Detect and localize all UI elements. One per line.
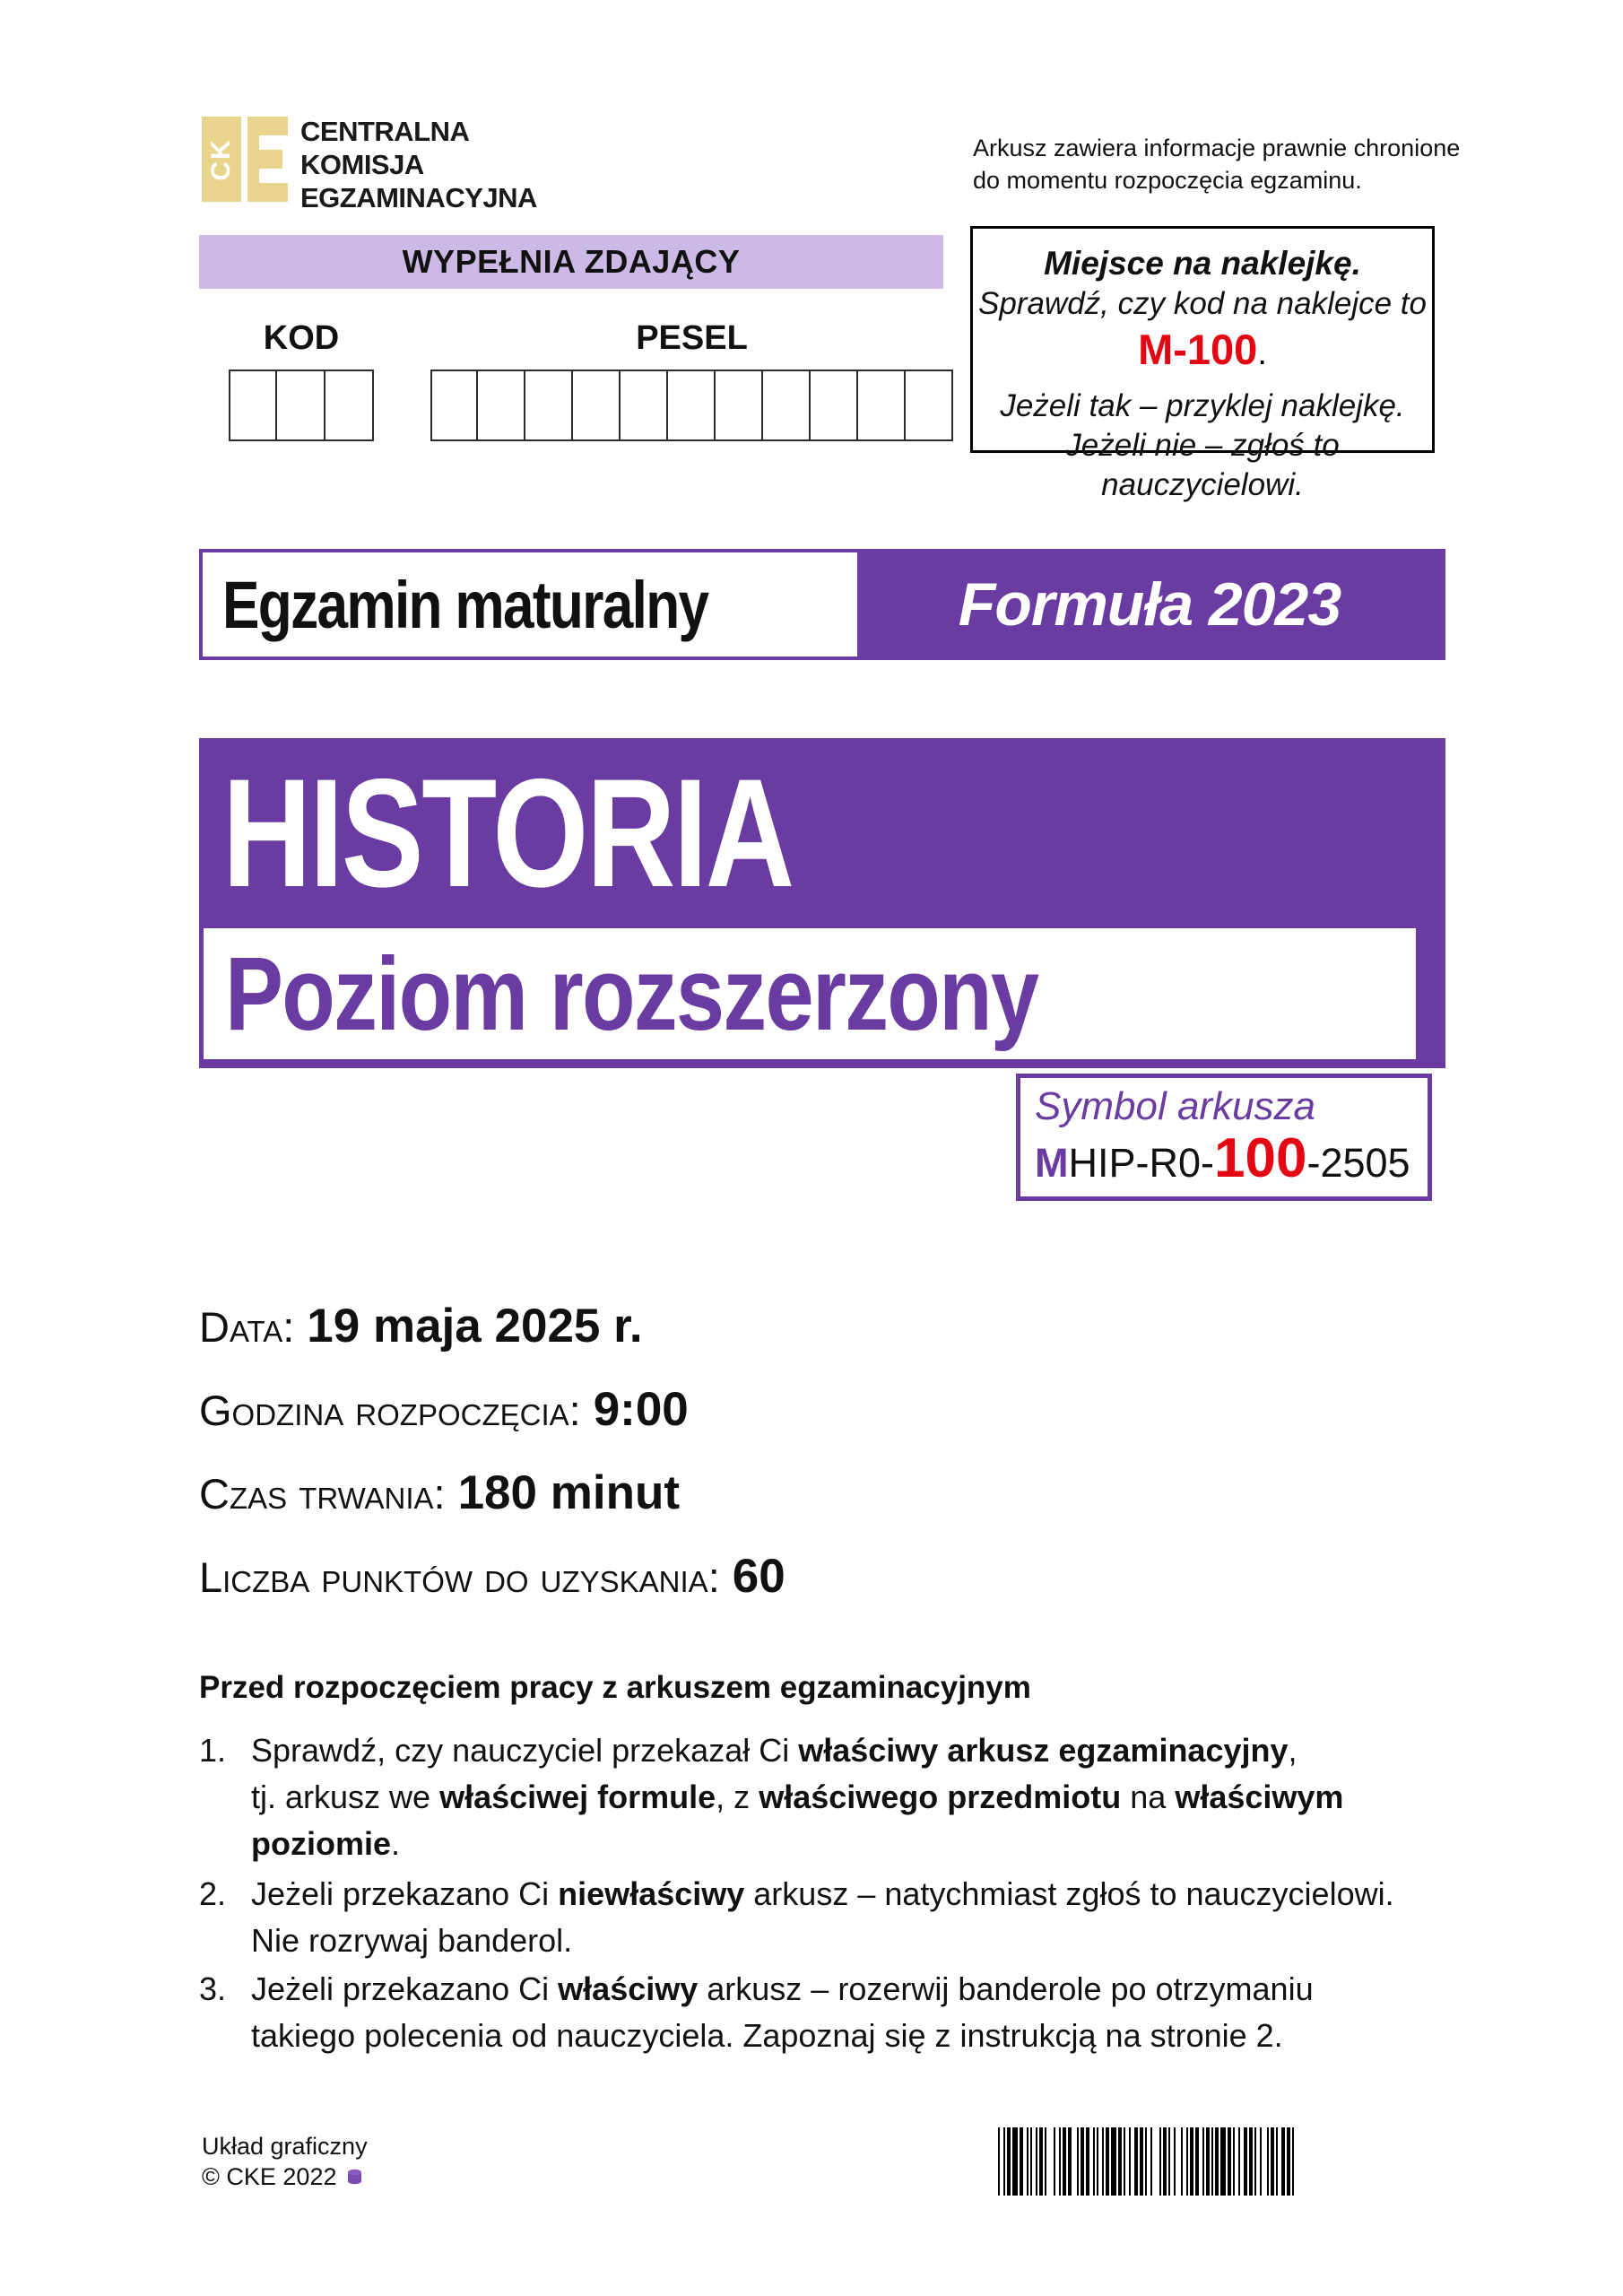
exam-banner-right [857,552,1442,657]
exam-level: Poziom rozszerzony [225,935,1038,1052]
exam-level-band [204,928,1416,1059]
sticker-line1: Sprawdź, czy kod na naklejce to [978,286,1427,321]
code-cell[interactable] [668,370,716,441]
info-value: 19 maja 2025 r. [307,1300,643,1352]
fill-section-title: WYPEŁNIA ZDAJĄCY [402,243,741,280]
sticker-code-line [973,324,1432,387]
instruction-number: 1. [199,1732,227,1769]
subject-name: HISTORIA [222,747,793,919]
instructions-heading: Przed rozpoczęciem pracy z arkuszem egzaminacyjnym [199,1670,1031,1705]
kod-label: KOD [263,319,340,357]
info-label: Data: [199,1303,295,1351]
info-value: 9:00 [593,1383,689,1436]
text-segment: właściwy [558,1970,699,2007]
cke-logo-ck-block [202,117,241,202]
info-line-start-time [199,1382,689,1437]
code-cell[interactable] [716,370,763,441]
barcode-gap [1046,2127,1054,2196]
text-segment: arkusz – natychmiast zgłoś to nauczycielowi. [744,1875,1394,1912]
barcode-gap [1152,2127,1159,2196]
institution-name-line: EGZAMINACYJNA [300,182,537,213]
code-cell[interactable] [229,370,277,441]
layout-credit-line2: © CKE 2022 [202,2163,337,2190]
exam-banner [199,549,1445,660]
text-segment: właściwy arkusz egzaminacyjny [798,1732,1289,1769]
code-cell[interactable] [325,370,374,441]
subject-title-block [199,738,1445,1068]
exam-type-title: Egzamin maturalny [222,567,708,642]
code-cell[interactable] [277,370,325,441]
institution-name-line: KOMISJA [300,149,424,180]
info-line-duration [199,1465,680,1520]
text-segment: , [1288,1732,1298,1769]
sheet-symbol-code [1035,1127,1428,1192]
exam-banner-left [203,552,857,657]
text-segment: M [1035,1140,1069,1186]
info-line-max-points [199,1549,785,1604]
code-cell[interactable] [621,370,668,441]
pesel-label: PESEL [636,319,748,357]
sticker-title: Miejsce na naklejkę. [1044,245,1361,282]
institution-name-line: CENTRALNA [300,116,470,147]
code-cell[interactable] [858,370,906,441]
text-segment: niewłaściwy [558,1875,745,1912]
barcode-gap [1294,2127,1298,2196]
instruction-text [251,1871,1394,1964]
info-value: 60 [732,1550,785,1603]
text-segment: -2505 [1306,1140,1410,1186]
instruction-item-1 [199,1727,1454,1867]
instruction-text [251,1966,1314,2059]
info-value: 180 minut [457,1466,680,1519]
fill-section-title-bar [199,235,943,289]
text-segment: arkusz – rozerwij banderole po otrzymaniu [698,1970,1314,2007]
cke-logo-mark-text: CK [206,137,236,181]
code-cell[interactable] [906,370,953,441]
instruction-item-2 [199,1871,1454,1964]
kod-input-cells[interactable] [229,370,374,441]
code-cell[interactable] [811,370,858,441]
instruction-number: 3. [199,1970,227,2007]
text-segment: HIP-R0- [1068,1140,1215,1186]
sheet-symbol-label: Symbol arkusza [1035,1084,1316,1128]
sticker-line2: Jeżeli tak – przyklej naklejkę. [1000,388,1405,423]
text-segment: na [1121,1779,1176,1815]
text-segment: właściwej formule [439,1779,716,1815]
info-label: Czas trwania: [199,1470,446,1518]
info-label: Godzina rozpoczęcia: [199,1387,581,1434]
subject-name-row [199,738,1445,928]
instruction-text [251,1727,1343,1867]
layout-credit-line1: Układ graficzny [202,2133,368,2160]
text-segment: takiego polecenia od nauczyciela. Zapoznaj się z instrukcją na stronie 2. [251,2017,1283,2054]
sheet-symbol-box [1016,1074,1432,1201]
text-segment: Jeżeli przekazano Ci [251,1875,559,1912]
cke-logo-e-glyph [247,117,288,202]
sticker-code: M-100 [1138,326,1258,373]
pesel-input-cells[interactable] [430,370,953,441]
layout-credit [202,2131,368,2192]
sticker-line3: Jeżeli nie – zgłoś to nauczycielowi. [1065,428,1340,502]
text-segment: 100 [1214,1127,1307,1189]
instruction-number: 2. [199,1875,227,1912]
code-cell[interactable] [430,370,478,441]
text-segment: poziomie [251,1825,392,1862]
legal-notice-line: Arkusz zawiera informacje prawnie chronione [973,135,1461,161]
cylinder-icon [347,2161,362,2192]
text-segment: . [391,1825,401,1862]
info-line-date [199,1299,643,1353]
institution-name [300,115,537,214]
code-cell[interactable] [525,370,573,441]
text-segment: , z [716,1779,759,1815]
text-segment: właściwym [1175,1779,1344,1815]
text-segment: tj. arkusz we [251,1779,440,1815]
info-label: Liczba punktów do uzyskania: [199,1553,720,1601]
legal-notice-line: do momentu rozpoczęcia egzaminu. [973,167,1362,194]
text-segment: Nie rozrywaj banderol. [251,1922,573,1959]
text-segment: Sprawdź, czy nauczyciel przekazał Ci [251,1732,799,1769]
text-segment: właściwego przedmiotu [759,1779,1122,1815]
code-cell[interactable] [478,370,525,441]
cke-logo [202,117,288,202]
exam-formula-title: Formuła 2023 [958,570,1341,639]
code-cell[interactable] [573,370,621,441]
legal-notice [973,132,1460,196]
text-segment: Jeżeli przekazano Ci [251,1970,559,2007]
sticker-code-dot: . [1257,335,1267,372]
sticker-box [970,226,1435,502]
instruction-item-3 [199,1966,1454,2059]
barcode [998,2127,1298,2196]
code-cell[interactable] [763,370,811,441]
